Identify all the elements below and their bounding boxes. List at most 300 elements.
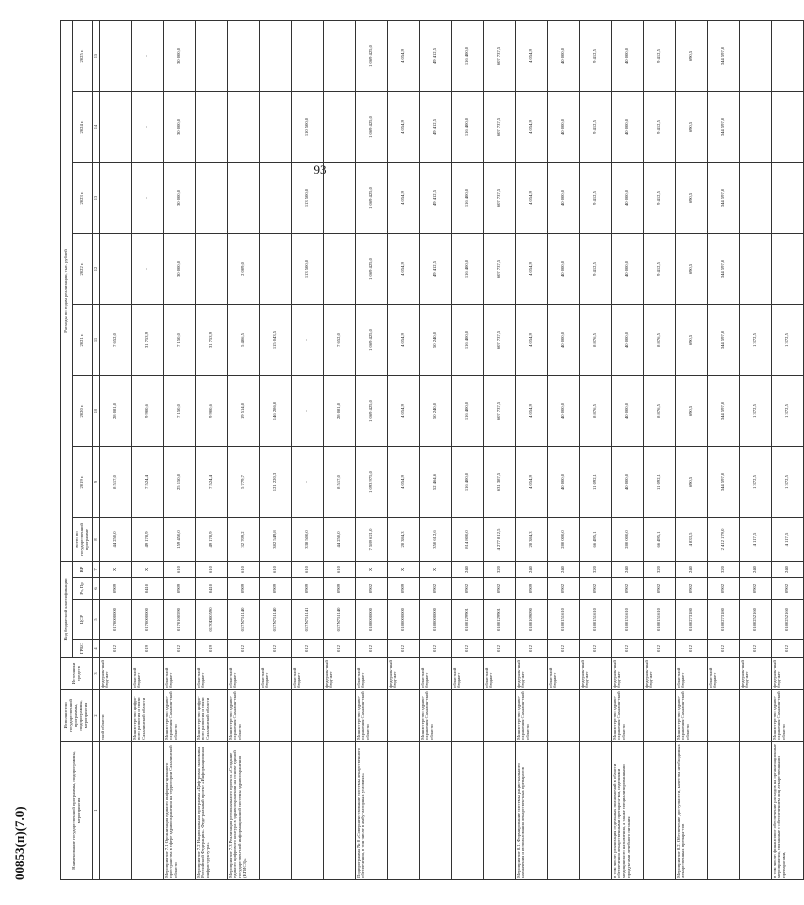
row-csr-cell: 0180151610 xyxy=(611,600,643,640)
row-total-cell: 2 412 179,0 xyxy=(707,518,739,562)
row-2025-cell: 49 412,5 xyxy=(419,21,451,92)
row-2025-cell xyxy=(739,21,771,92)
row-2022-cell xyxy=(99,234,131,305)
row-2021-cell: 1 069 425,0 xyxy=(355,305,387,376)
row-name-cell: Мероприятие 8.2. Обеспечение доступности, качества необходимых лекарственных препара-тов xyxy=(675,742,707,880)
row-2022-cell xyxy=(195,234,227,305)
row-name-cell xyxy=(579,742,611,880)
budget-code-header: Код бюджетной классификации xyxy=(61,562,73,658)
row-executor-cell: Министерство здраво-охранения Сахалин-ской области xyxy=(675,690,707,742)
row-2022-cell: 40 000,0 xyxy=(611,234,643,305)
row-csr-cell: 0180129901 xyxy=(451,600,483,640)
row-2019-cell: 25 150,0 xyxy=(163,447,195,518)
row-vr-cell: 240 xyxy=(547,562,579,578)
row-2024-cell: 9 412,5 xyxy=(643,92,675,163)
row-csr-cell: 0180273180 xyxy=(675,600,707,640)
row-2024-cell: - xyxy=(131,92,163,163)
row-total-cell: 159 450,0 xyxy=(163,518,195,562)
row-total-cell: 49 178,9 xyxy=(195,518,227,562)
row-name-cell: Мероприятие 7.2 Национальная программа «Циф-ровая экономика Российской Федерации». Феде-ральный проект «Информационная инфраструкту-ра» xyxy=(195,742,227,880)
row-2019-cell: 116 400,0 xyxy=(451,447,483,518)
row-vr-cell: 240 xyxy=(771,562,803,578)
row-2025-cell: 344 597,0 xyxy=(707,21,739,92)
table-row xyxy=(675,21,707,880)
row-2022-cell: 30 000,0 xyxy=(163,234,195,305)
row-2021-cell: 8 876,5 xyxy=(579,305,611,376)
row-vr-cell: 610 xyxy=(291,562,323,578)
row-2021-cell: 40 000,0 xyxy=(611,305,643,376)
row-csr-cell: 0180151610 xyxy=(643,600,675,640)
row-2025-cell: 690,5 xyxy=(675,21,707,92)
budget-table xyxy=(60,20,804,880)
row-total-cell: 28 384,3 xyxy=(515,518,547,562)
row-2022-cell: - xyxy=(131,234,163,305)
row-csr-cell: 017N751140 xyxy=(323,600,355,640)
rotated-page xyxy=(60,22,789,880)
table-row xyxy=(707,21,739,880)
row-vr-cell: 610 xyxy=(323,562,355,578)
row-2022-cell: 344 597,0 xyxy=(707,234,739,305)
row-name-cell xyxy=(739,742,771,880)
row-total-cell: 4 277 812,5 xyxy=(483,518,515,562)
row-2025-cell xyxy=(195,21,227,92)
document-code: 00853(п)(7.0) xyxy=(12,806,27,880)
row-2020-cell: 9 900,6 xyxy=(195,376,227,447)
row-2021-cell: 115 043,5 xyxy=(259,305,291,376)
row-source-cell: областной бюджет xyxy=(195,658,227,690)
table-row xyxy=(131,21,163,880)
row-2023-cell: 49 412,5 xyxy=(419,163,451,234)
row-2022-cell: 116 400,0 xyxy=(451,234,483,305)
row-name-cell xyxy=(419,742,451,880)
row-name-cell: Мероприятие 7.3 Реализация регионального проекта «Создание единого цифрового контура в здравоохранении на основе единой государствен-ной информационной системы здравоохранения (ЕГИСЗ)» xyxy=(227,742,259,880)
row-vr-cell: 240 xyxy=(515,562,547,578)
row-executor-cell: Министерство цифро-вого развития и связи Сахалинской области xyxy=(131,690,163,742)
row-2023-cell xyxy=(323,163,355,234)
row-rz-cell: 0902 xyxy=(739,578,771,600)
col-executor-header: Исполнители государственной программы, подпрограммы, мероприятия xyxy=(61,690,93,742)
row-grbs-cell: 012 xyxy=(291,640,323,658)
row-2022-cell xyxy=(739,234,771,305)
index-cell: 12 xyxy=(93,234,100,305)
index-cell: 4 xyxy=(93,640,100,658)
row-2021-cell: 607 737,5 xyxy=(483,305,515,376)
row-2023-cell: 4 054,9 xyxy=(515,163,547,234)
row-rz-cell: 0909 xyxy=(291,578,323,600)
row-csr-cell: 0180151610 xyxy=(547,600,579,640)
row-2021-cell: 7 652,0 xyxy=(99,305,131,376)
row-executor-cell xyxy=(643,690,675,742)
table-row xyxy=(99,21,131,880)
row-executor-cell xyxy=(259,690,291,742)
row-grbs-cell: 012 xyxy=(387,640,419,658)
row-name-cell xyxy=(547,742,579,880)
row-source-cell: областной бюджет xyxy=(547,658,579,690)
row-grbs-cell: 019 xyxy=(195,640,227,658)
row-grbs-cell: 012 xyxy=(675,640,707,658)
row-2023-cell xyxy=(195,163,227,234)
row-2021-cell: 1 372,5 xyxy=(771,305,803,376)
row-2021-cell: 1 372,5 xyxy=(739,305,771,376)
col-2024-header: 2024 г. xyxy=(73,92,93,163)
row-vr-cell: X xyxy=(131,562,163,578)
row-grbs-cell: 012 xyxy=(163,640,195,658)
row-csr-cell: 017N751140 xyxy=(259,600,291,640)
row-vr-cell: 240 xyxy=(611,562,643,578)
row-total-cell: 66 495,1 xyxy=(579,518,611,562)
row-name-cell xyxy=(483,742,515,880)
row-2019-cell: 121 220,3 xyxy=(259,447,291,518)
table-row xyxy=(227,21,259,880)
row-source-cell: областной бюджет xyxy=(419,658,451,690)
row-2025-cell xyxy=(227,21,259,92)
row-2020-cell: 9 900,6 xyxy=(131,376,163,447)
row-vr-cell: 610 xyxy=(163,562,195,578)
table-row xyxy=(195,21,227,880)
col-total-header: всего по государственной программе xyxy=(73,518,93,562)
row-2024-cell xyxy=(227,92,259,163)
row-2024-cell xyxy=(323,92,355,163)
row-total-cell: 28 384,3 xyxy=(387,518,419,562)
row-executor-cell xyxy=(291,690,323,742)
row-vr-cell: 610 xyxy=(227,562,259,578)
row-total-cell: 338 500,0 xyxy=(291,518,323,562)
row-executor-cell xyxy=(323,690,355,742)
row-rz-cell: 0902 xyxy=(771,578,803,600)
row-rz-cell: 0902 xyxy=(611,578,643,600)
row-vr-cell: 320 xyxy=(643,562,675,578)
row-2019-cell: 1 093 975,0 xyxy=(355,447,387,518)
row-name-cell xyxy=(387,742,419,880)
row-2020-cell: 28 081,0 xyxy=(323,376,355,447)
row-executor-cell xyxy=(451,690,483,742)
table-row xyxy=(643,21,675,880)
row-executor-cell xyxy=(707,690,739,742)
row-vr-cell: 240 xyxy=(451,562,483,578)
row-2019-cell: 4 054,9 xyxy=(515,447,547,518)
row-2022-cell: 40 000,0 xyxy=(547,234,579,305)
row-2025-cell: 9 412,5 xyxy=(579,21,611,92)
row-2019-cell: 4 054,9 xyxy=(387,447,419,518)
row-vr-cell: 240 xyxy=(739,562,771,578)
row-csr-cell: 0170100590 xyxy=(163,600,195,640)
index-cell: 5 xyxy=(93,600,100,640)
table-row xyxy=(739,21,771,880)
row-2020-cell: 607 737,5 xyxy=(483,376,515,447)
index-row xyxy=(93,21,100,880)
row-2023-cell: 30 000,0 xyxy=(163,163,195,234)
row-rz-cell: 0909 xyxy=(323,578,355,600)
row-executor-cell: Министерство здраво-охранения Сахалин-ской области xyxy=(515,690,547,742)
row-2019-cell: - xyxy=(291,447,323,518)
row-2019-cell: 7 524,4 xyxy=(131,447,163,518)
row-grbs-cell: 012 xyxy=(323,640,355,658)
row-grbs-cell: 012 xyxy=(259,640,291,658)
row-2019-cell: 40 000,0 xyxy=(611,447,643,518)
row-2024-cell: 110 500,0 xyxy=(291,92,323,163)
row-2020-cell: 8 876,5 xyxy=(579,376,611,447)
row-rz-cell: 0909 xyxy=(515,578,547,600)
index-cell: 1 xyxy=(93,742,100,880)
row-executor-cell: ской области xyxy=(99,690,131,742)
row-grbs-cell: 012 xyxy=(515,640,547,658)
row-2021-cell: 5 406,5 xyxy=(227,305,259,376)
row-total-cell: 44 250,0 xyxy=(99,518,131,562)
row-2019-cell: 1 372,5 xyxy=(771,447,803,518)
row-2021-cell: 7 150,0 xyxy=(163,305,195,376)
index-cell: 14 xyxy=(93,92,100,163)
row-grbs-cell: 019 xyxy=(131,640,163,658)
row-name-cell: Мероприятие 8.1. Формирование системы рацио-нального назначения и использования лекарствен-ных препаратов xyxy=(515,742,547,880)
row-rz-cell: 0902 xyxy=(483,578,515,600)
row-2022-cell xyxy=(323,234,355,305)
row-2020-cell: 40 000,0 xyxy=(547,376,579,447)
row-2019-cell: 690,5 xyxy=(675,447,707,518)
row-2020-cell: 28 081,0 xyxy=(99,376,131,447)
row-grbs-cell: 012 xyxy=(547,640,579,658)
col-source-header: Источники средств xyxy=(61,658,93,690)
col-2022-header: 2022 г. xyxy=(73,234,93,305)
table-row xyxy=(387,21,419,880)
row-2019-cell: 11 092,1 xyxy=(579,447,611,518)
table-row xyxy=(163,21,195,880)
col-grbs-header: ГРБС xyxy=(73,640,93,658)
row-2019-cell: 7 524,4 xyxy=(195,447,227,518)
row-source-cell: областной бюджет xyxy=(131,658,163,690)
row-2025-cell: 4 054,9 xyxy=(515,21,547,92)
row-2019-cell: 1 372,5 xyxy=(739,447,771,518)
row-vr-cell: X xyxy=(99,562,131,578)
row-executor-cell xyxy=(483,690,515,742)
row-name-cell: в том числе: реализация отдельных полномочий в области обеспечения лекарственными препарата-ми, изделиями медицинского назначения, а также специализированными продуктами лечебного питания xyxy=(611,742,643,880)
row-2024-cell: 1 069 425,0 xyxy=(355,92,387,163)
row-csr-cell: 0180129901 xyxy=(483,600,515,640)
row-executor-cell xyxy=(579,690,611,742)
row-vr-cell: 240 xyxy=(675,562,707,578)
row-2024-cell: 690,5 xyxy=(675,92,707,163)
row-name-cell xyxy=(323,742,355,880)
col-name-header: Наименование государственной программы, подпрограммы, мероприятия xyxy=(61,742,93,880)
row-csr-cell: 017N751141 xyxy=(291,600,323,640)
row-grbs-cell: 012 xyxy=(355,640,387,658)
row-grbs-cell: 012 xyxy=(611,640,643,658)
row-2025-cell: - xyxy=(131,21,163,92)
row-2021-cell: 31 753,9 xyxy=(131,305,163,376)
row-csr-cell: 0180000000 xyxy=(355,600,387,640)
table-row xyxy=(547,21,579,880)
row-name-cell: Мероприятие 7.1 Организация единого информа-ционного пространства в сфере здравоохранения на территории Сахалинской области xyxy=(163,742,195,880)
table-row xyxy=(483,21,515,880)
row-rz-cell: 0902 xyxy=(419,578,451,600)
row-csr-cell: 0180000000 xyxy=(387,600,419,640)
row-2024-cell xyxy=(259,92,291,163)
row-executor-cell xyxy=(739,690,771,742)
row-2019-cell: 5 779,7 xyxy=(227,447,259,518)
table-row xyxy=(419,21,451,880)
row-2021-cell: 31 753,9 xyxy=(195,305,227,376)
row-source-cell: федераль-ный бюд-жет xyxy=(387,658,419,690)
row-rz-cell: 0902 xyxy=(675,578,707,600)
row-csr-cell: 0180273180 xyxy=(707,600,739,640)
row-grbs-cell: 012 xyxy=(227,640,259,658)
row-2024-cell: 30 000,0 xyxy=(163,92,195,163)
row-2019-cell: 52 464,6 xyxy=(419,447,451,518)
row-source-cell: федераль-ный бюд-жет xyxy=(323,658,355,690)
index-cell: 7 xyxy=(93,562,100,578)
table-row xyxy=(515,21,547,880)
row-2025-cell: 30 000,0 xyxy=(163,21,195,92)
row-2023-cell: 690,5 xyxy=(675,163,707,234)
row-2021-cell: 4 054,9 xyxy=(515,305,547,376)
index-cell: 2 xyxy=(93,690,100,742)
col-vr-header: ВР xyxy=(73,562,93,578)
index-cell: 15 xyxy=(93,21,100,92)
row-grbs-cell: 012 xyxy=(771,640,803,658)
row-executor-cell: Министерство цифро-вого развития и связи Сахалинской области xyxy=(195,690,227,742)
index-cell: 3 xyxy=(93,658,100,690)
row-grbs-cell: 012 xyxy=(643,640,675,658)
row-2023-cell: 1 069 425,0 xyxy=(355,163,387,234)
row-2024-cell: 40 000,0 xyxy=(547,92,579,163)
row-csr-cell: 0180109090 xyxy=(515,600,547,640)
row-2022-cell: 113 500,0 xyxy=(291,234,323,305)
row-grbs-cell: 012 xyxy=(99,640,131,658)
row-2022-cell xyxy=(259,234,291,305)
row-2022-cell: 9 412,5 xyxy=(643,234,675,305)
row-vr-cell: 610 xyxy=(195,562,227,578)
row-source-cell: областной бюджет xyxy=(483,658,515,690)
row-2022-cell: 2 009,0 xyxy=(227,234,259,305)
row-total-cell: 4 833,5 xyxy=(675,518,707,562)
row-source-cell: федераль-ный бюд-жет xyxy=(739,658,771,690)
row-vr-cell: 320 xyxy=(483,562,515,578)
row-2020-cell: 19 514,0 xyxy=(227,376,259,447)
row-2020-cell: 344 597,0 xyxy=(707,376,739,447)
row-total-cell: 4 117,5 xyxy=(771,518,803,562)
row-source-cell: областной бюджет xyxy=(227,658,259,690)
row-csr-cell: 0170D00590 xyxy=(195,600,227,640)
row-2023-cell: 9 412,5 xyxy=(579,163,611,234)
row-vr-cell: X xyxy=(355,562,387,578)
row-source-cell: областной бюджет xyxy=(163,658,195,690)
row-executor-cell: Министерство здраво-охранения Сахалин-ской области xyxy=(227,690,259,742)
index-cell: 8 xyxy=(93,518,100,562)
index-cell: 11 xyxy=(93,305,100,376)
row-2025-cell xyxy=(99,21,131,92)
table-row xyxy=(259,21,291,880)
row-rz-cell: 0410 xyxy=(195,578,227,600)
row-2020-cell: 50 240,0 xyxy=(419,376,451,447)
row-2023-cell: - xyxy=(131,163,163,234)
table-row xyxy=(451,21,483,880)
col-2021-header: 2021 г. xyxy=(73,305,93,376)
row-vr-cell: 320 xyxy=(707,562,739,578)
row-source-cell: федераль-ный бюд-жет xyxy=(99,658,131,690)
row-source-cell: областной бюджет xyxy=(355,658,387,690)
row-2023-cell xyxy=(739,163,771,234)
col-2023-header: 2023 г. xyxy=(73,163,93,234)
row-2022-cell: 9 412,5 xyxy=(579,234,611,305)
row-csr-cell: 0180252160 xyxy=(771,600,803,640)
row-source-cell: федераль-ный бюд-жет xyxy=(579,658,611,690)
row-rz-cell: 0902 xyxy=(355,578,387,600)
table-row xyxy=(611,21,643,880)
row-executor-cell xyxy=(547,690,579,742)
row-name-cell: Подпрограмма № 8 «Совершенствование системы лекарственного обеспечения, в том числе в амбу-латорных условиях» xyxy=(355,742,387,880)
row-2023-cell: 607 737,5 xyxy=(483,163,515,234)
row-2020-cell: 1 069 425,0 xyxy=(355,376,387,447)
row-2020-cell: 116 400,0 xyxy=(451,376,483,447)
row-2022-cell xyxy=(771,234,803,305)
row-name-cell xyxy=(707,742,739,880)
row-total-cell: 350 612,6 xyxy=(419,518,451,562)
row-2024-cell xyxy=(771,92,803,163)
row-name-cell xyxy=(99,742,131,880)
row-2019-cell: 8 517,0 xyxy=(323,447,355,518)
row-2024-cell: 4 054,9 xyxy=(515,92,547,163)
row-rz-cell: 0902 xyxy=(707,578,739,600)
table-row xyxy=(323,21,355,880)
table-row xyxy=(355,21,387,880)
row-2023-cell: 40 000,0 xyxy=(611,163,643,234)
row-2021-cell: - xyxy=(291,305,323,376)
row-2023-cell xyxy=(227,163,259,234)
row-2025-cell: 607 737,5 xyxy=(483,21,515,92)
row-total-cell: 7 589 621,0 xyxy=(355,518,387,562)
row-2024-cell: 9 412,5 xyxy=(579,92,611,163)
row-2023-cell: 9 412,5 xyxy=(643,163,675,234)
row-2020-cell: 1 372,5 xyxy=(739,376,771,447)
table-row xyxy=(579,21,611,880)
row-2025-cell xyxy=(259,21,291,92)
row-csr-cell: 0170000000 xyxy=(131,600,163,640)
row-2021-cell: 690,5 xyxy=(675,305,707,376)
row-grbs-cell: 012 xyxy=(707,640,739,658)
row-2023-cell: 113 500,0 xyxy=(291,163,323,234)
row-2025-cell xyxy=(771,21,803,92)
row-name-cell xyxy=(643,742,675,880)
row-2024-cell: 4 054,9 xyxy=(387,92,419,163)
row-executor-cell xyxy=(387,690,419,742)
col-2025-header: 2025 г. xyxy=(73,21,93,92)
row-rz-cell: 0902 xyxy=(451,578,483,600)
row-rz-cell: 0902 xyxy=(547,578,579,600)
row-2025-cell: 40 000,0 xyxy=(611,21,643,92)
row-source-cell: федераль-ный бюд-жет xyxy=(771,658,803,690)
row-2020-cell: 7 150,0 xyxy=(163,376,195,447)
row-2023-cell: 40 000,0 xyxy=(547,163,579,234)
row-total-cell: 280 000,0 xyxy=(547,518,579,562)
index-cell: 13 xyxy=(93,163,100,234)
row-2019-cell: 11 092,1 xyxy=(643,447,675,518)
col-2019-header: 2019 г. xyxy=(73,447,93,518)
row-total-cell: 382 549,8 xyxy=(259,518,291,562)
row-2025-cell: 116 400,0 xyxy=(451,21,483,92)
row-2025-cell: 40 000,0 xyxy=(547,21,579,92)
row-2024-cell xyxy=(739,92,771,163)
row-total-cell: 44 250,0 xyxy=(323,518,355,562)
row-rz-cell: 0410 xyxy=(131,578,163,600)
row-name-cell xyxy=(259,742,291,880)
row-2019-cell: 631 387,5 xyxy=(483,447,515,518)
row-2024-cell: 344 597,0 xyxy=(707,92,739,163)
row-2021-cell: 344 597,0 xyxy=(707,305,739,376)
row-2024-cell: 116 400,0 xyxy=(451,92,483,163)
row-2025-cell xyxy=(323,21,355,92)
row-grbs-cell: 012 xyxy=(579,640,611,658)
row-vr-cell: X xyxy=(419,562,451,578)
row-name-cell xyxy=(291,742,323,880)
